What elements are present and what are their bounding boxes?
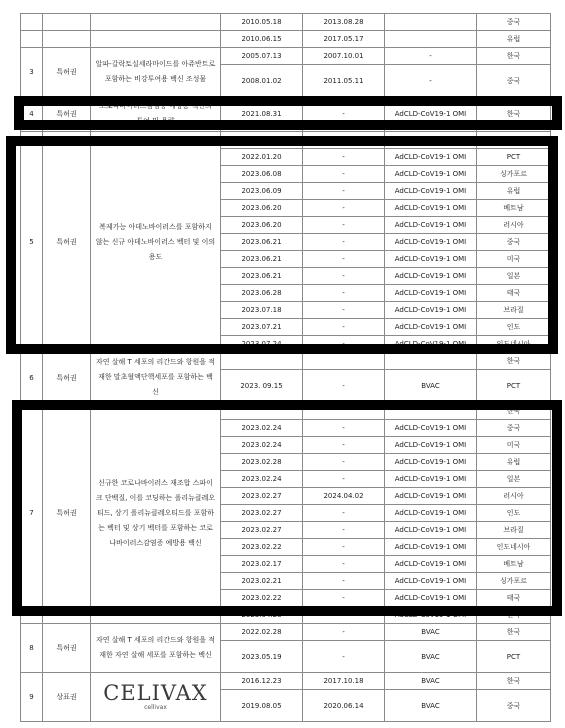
table-cell: - — [303, 624, 385, 641]
table-cell: 특허권 — [43, 403, 91, 624]
table-cell: 중국 — [477, 65, 551, 97]
table-cell: - — [303, 285, 385, 302]
table-cell: 인도 — [477, 505, 551, 522]
table-cell — [21, 14, 43, 31]
table-cell: 코로나바이러스감염증 예방용 백신의 투여 및 용량 — [91, 97, 221, 132]
table-cell: AdCLD-CoV19-1 OMI — [385, 217, 477, 234]
table-cell: 2010.06.15 — [221, 31, 303, 48]
table-cell: PCT — [477, 641, 551, 673]
table-cell: 러시아 — [477, 217, 551, 234]
table-cell — [303, 403, 385, 420]
table-cell: 7 — [21, 403, 43, 624]
table-cell: 9 — [21, 673, 43, 722]
table-cell: 신규한 코로나바이러스 재조합 스파이크 단백질, 이를 코딩하는 폴리뉴클레오티드, 상기 폴리뉴클레오티드를 포함하는 벡터 및 상기 벡터를 포함하는 코로나바이러스감염증 예방용 백신 — [91, 403, 221, 624]
table-cell: 알파-갈락토실세라마이드를 아쥬반트로 포함하는 비강투여용 백신 조성물 — [91, 48, 221, 97]
table-cell: 2010.05.18 — [221, 14, 303, 31]
table-cell: 한국 — [477, 132, 551, 149]
table-cell — [221, 353, 303, 370]
table-cell: - — [303, 590, 385, 607]
table-cell: 2023. 09.15 — [221, 370, 303, 403]
table-cell — [221, 132, 303, 149]
table-cell: 2017.05.17 — [303, 31, 385, 48]
table-cell — [91, 31, 221, 48]
table-cell: 유럽 — [477, 183, 551, 200]
table-cell: BVAC — [385, 690, 477, 722]
table-cell: 2023.02.22 — [221, 590, 303, 607]
table-cell — [385, 31, 477, 48]
table-cell: 2023.04.28 — [221, 607, 303, 624]
table-cell: AdCLD-CoV19-1 OMI — [385, 183, 477, 200]
table-cell: BVAC — [385, 673, 477, 690]
table-cell: AdCLD-CoV19-1 OMI — [385, 149, 477, 166]
table-cell: 2024.04.02 — [303, 488, 385, 505]
table-cell: 3 — [21, 48, 43, 97]
table-cell: - — [303, 183, 385, 200]
table-cell: 상표권 — [43, 673, 91, 722]
table-cell: 2007.10.01 — [303, 48, 385, 65]
table-cell: AdCLD-CoV19-1 OMI — [385, 471, 477, 488]
table-cell: - — [303, 522, 385, 539]
table-cell: AdCLD-CoV19-1 OMI — [385, 200, 477, 217]
table-cell: BVAC — [385, 370, 477, 403]
table-cell: 2023.02.24 — [221, 471, 303, 488]
table-cell: 4 — [21, 97, 43, 132]
table-cell: 자연 살해 T 세포의 리간드와 항원을 적재한 자연 살해 세포를 포함하는 백신 — [91, 624, 221, 673]
table-cell: - — [303, 505, 385, 522]
table-cell: - — [303, 166, 385, 183]
table-row — [21, 353, 551, 370]
table-cell: - — [303, 454, 385, 471]
table-row — [21, 673, 551, 690]
table-cell: 2023.06.20 — [221, 217, 303, 234]
table-cell: - — [303, 539, 385, 556]
table-cell: - — [303, 556, 385, 573]
table-cell: 2023.02.17 — [221, 556, 303, 573]
table-cell — [385, 353, 477, 370]
table-cell: 한국 — [477, 97, 551, 132]
table-cell — [221, 403, 303, 420]
table-cell — [385, 403, 477, 420]
table-cell: 2022.02.28 — [221, 624, 303, 641]
table-cell: PCT — [477, 149, 551, 166]
table-cell — [43, 31, 91, 48]
table-cell: 특허권 — [43, 97, 91, 132]
table-cell: 유럽 — [477, 454, 551, 471]
table-cell: - — [303, 268, 385, 285]
table-cell: AdCLD-CoV19-1 OMI — [385, 420, 477, 437]
table-row — [21, 31, 551, 48]
table-cell: 2005.07.13 — [221, 48, 303, 65]
table-cell: 태국 — [477, 590, 551, 607]
table-cell: 2023.02.24 — [221, 437, 303, 454]
table-cell: - — [303, 251, 385, 268]
table-cell: 2023.02.24 — [221, 420, 303, 437]
table-cell: 8 — [21, 624, 43, 673]
table-cell: AdCLD-CoV19-1 OMI — [385, 488, 477, 505]
table-cell: 한국 — [477, 403, 551, 420]
table-cell: - — [303, 420, 385, 437]
table-cell: AdCLD-CoV19-1 OMI — [385, 539, 477, 556]
table-cell: 2013.08.28 — [303, 14, 385, 31]
table-cell: BVAC — [385, 624, 477, 641]
table-cell: 5 — [21, 132, 43, 353]
table-cell: AdCLD-CoV19-1 OMI — [385, 234, 477, 251]
table-cell: AdCLD-CoV19-1 OMI — [385, 573, 477, 590]
table-cell: 미국 — [477, 437, 551, 454]
table-cell: - — [385, 48, 477, 65]
table-cell: - — [303, 97, 385, 132]
table-cell: 2023.02.28 — [221, 454, 303, 471]
table-cell: 특허권 — [43, 353, 91, 403]
table-cell: 2023.07.21 — [221, 319, 303, 336]
table-cell: - — [303, 149, 385, 166]
table-cell: 중국 — [477, 14, 551, 31]
table-row — [21, 403, 551, 420]
table-cell: 2023.06.20 — [221, 200, 303, 217]
table-cell: 2023.02.22 — [221, 539, 303, 556]
table-cell: AdCLD-CoV19-1 OMI — [385, 505, 477, 522]
table-cell — [21, 31, 43, 48]
table-cell: BVAC — [385, 641, 477, 673]
table-cell: 2021.08.31 — [221, 97, 303, 132]
table-cell: 싱가포르 — [477, 166, 551, 183]
table-cell: AdCLD-CoV19-1 OMI — [385, 454, 477, 471]
table-cell: 자연 살해 T 세포의 리간드와 항원을 적재한 말초혈액단핵세포를 포함하는 백신 — [91, 353, 221, 403]
table-cell: AdCLD-CoV19-1 OMI — [385, 522, 477, 539]
table-row — [21, 132, 551, 149]
table-cell: 2023.02.27 — [221, 522, 303, 539]
table-cell: 2023.06.28 — [221, 285, 303, 302]
table-cell: 2023.06.21 — [221, 234, 303, 251]
table-cell: 베트남 — [477, 200, 551, 217]
table-cell: 2016.12.23 — [221, 673, 303, 690]
table-cell: 러시아 — [477, 488, 551, 505]
table-cell: 미국 — [477, 251, 551, 268]
table-cell: 중국 — [477, 420, 551, 437]
table-cell: 인도네시아 — [477, 539, 551, 556]
table-cell — [303, 132, 385, 149]
table-cell: 2020.06.14 — [303, 690, 385, 722]
table-cell: - — [385, 65, 477, 97]
table-cell: - — [303, 200, 385, 217]
celivax-logo — [93, 682, 218, 712]
table-cell — [91, 14, 221, 31]
table-cell: - — [303, 437, 385, 454]
table-cell: - — [303, 573, 385, 590]
table-cell — [303, 353, 385, 370]
table-cell: AdCLD-CoV19-1 OMI — [385, 556, 477, 573]
table-row — [21, 624, 551, 641]
table-cell: 2008.01.02 — [221, 65, 303, 97]
table-cell: 2023.05.19 — [221, 641, 303, 673]
table-cell: 일본 — [477, 268, 551, 285]
ip-rights-table — [20, 13, 551, 722]
table-cell — [91, 673, 221, 722]
table-cell: 2011.05.11 — [303, 65, 385, 97]
table-cell: 중국 — [477, 234, 551, 251]
table-cell: 복제가능 아데노바이러스를 포함하지 않는 신규 아데노바이러스 벡터 및 이의 용도 — [91, 132, 221, 353]
table-row — [21, 14, 551, 31]
table-cell: AdCLD-CoV19-1 OMI — [385, 268, 477, 285]
table-cell: 싱가포르 — [477, 573, 551, 590]
table-cell — [385, 14, 477, 31]
table-cell: 한국 — [477, 624, 551, 641]
table-row — [21, 97, 551, 132]
table-cell: 인도네시아 — [477, 336, 551, 353]
table-cell: AdCLD-CoV19-1 OMI — [385, 166, 477, 183]
table-cell: 한국 — [477, 48, 551, 65]
table-cell: 브라질 — [477, 302, 551, 319]
table-cell: AdCLD-CoV19-1 OMI — [385, 319, 477, 336]
table-cell: - — [303, 319, 385, 336]
table-cell: 2023.06.08 — [221, 166, 303, 183]
table-cell: 2022.01.20 — [221, 149, 303, 166]
table-cell: 6 — [21, 353, 43, 403]
logo-subtext: cellivax — [144, 704, 167, 711]
table-cell: AdCLD-CoV19-1 OMI — [385, 437, 477, 454]
table-cell: - — [303, 336, 385, 353]
table-cell: AdCLD-CoV19-1 OMI — [385, 590, 477, 607]
table-cell: AdCLD-CoV19-1 OMI — [385, 607, 477, 624]
table-cell: - — [303, 302, 385, 319]
table-cell: 특허권 — [43, 132, 91, 353]
table-cell: 2017.10.18 — [303, 673, 385, 690]
table-cell: - — [303, 370, 385, 403]
table-cell — [43, 14, 91, 31]
table-cell: 특허권 — [43, 624, 91, 673]
table-cell: 2023.02.21 — [221, 573, 303, 590]
table-cell: - — [303, 234, 385, 251]
table-cell: 2023.06.21 — [221, 268, 303, 285]
table-cell: 인도 — [477, 319, 551, 336]
table-cell: 일본 — [477, 471, 551, 488]
table-cell: 특허권 — [43, 48, 91, 97]
table-cell: 2023.06.09 — [221, 183, 303, 200]
table-cell: 2023.07.18 — [221, 302, 303, 319]
table-cell: AdCLD-CoV19-1 OMI — [385, 251, 477, 268]
table-cell: PCT — [477, 370, 551, 403]
table-cell — [385, 132, 477, 149]
table-cell: 태국 — [477, 285, 551, 302]
table-cell: AdCLD-CoV19-1 OMI — [385, 336, 477, 353]
table-cell: AdCLD-CoV19-1 OMI — [385, 97, 477, 132]
table-cell: 베트남 — [477, 556, 551, 573]
table-cell: 2023.06.21 — [221, 251, 303, 268]
table-cell: - — [303, 607, 385, 624]
table-cell: 2023.02.27 — [221, 488, 303, 505]
table-cell: 유럽 — [477, 31, 551, 48]
table-cell: AdCLD-CoV19-1 OMI — [385, 285, 477, 302]
table-cell: 중국 — [477, 690, 551, 722]
table-cell: - — [303, 471, 385, 488]
table-cell: - — [303, 641, 385, 673]
table-row — [21, 48, 551, 65]
table-cell: 한국 — [477, 673, 551, 690]
table-cell: 한국 — [477, 607, 551, 624]
table-cell: 한국 — [477, 353, 551, 370]
table-cell: 2023.02.27 — [221, 505, 303, 522]
table-cell: 브라질 — [477, 522, 551, 539]
table-cell: 2019.08.05 — [221, 690, 303, 722]
table-cell: 2023.07.24 — [221, 336, 303, 353]
table-cell: - — [303, 217, 385, 234]
logo-wordmark: CELIVAX — [103, 681, 208, 705]
table-cell: AdCLD-CoV19-1 OMI — [385, 302, 477, 319]
